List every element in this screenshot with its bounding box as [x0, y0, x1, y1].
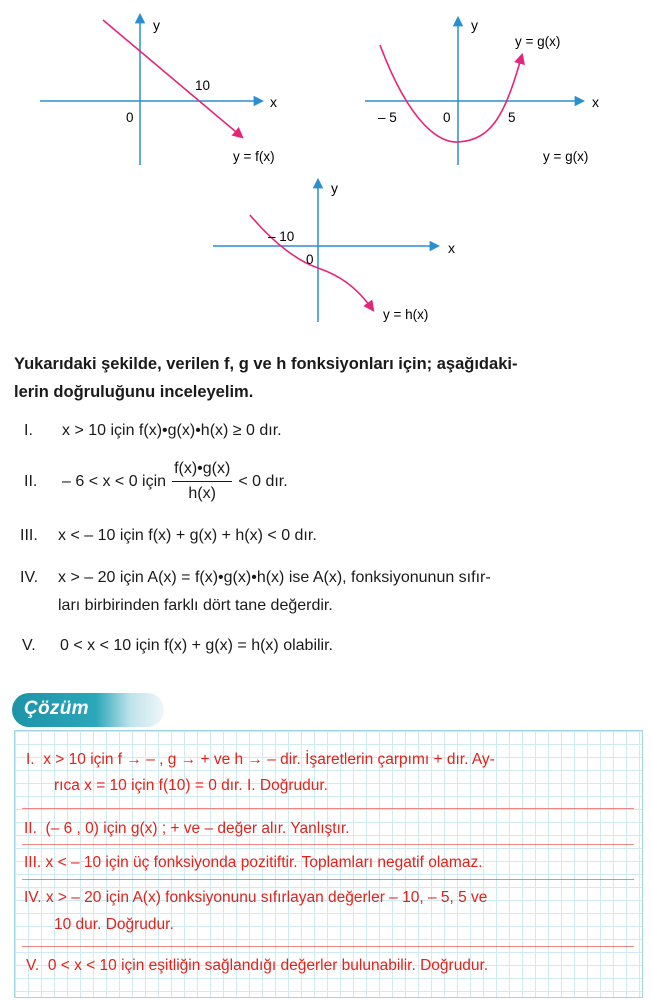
solution-text-cont: rıca x = 10 için f(10) = 0 dır. I. Doğrudur.	[54, 777, 328, 794]
fraction	[172, 458, 232, 505]
f-y-label: y	[153, 17, 160, 33]
statement-3	[20, 525, 317, 547]
g-origin-label: 0	[443, 110, 451, 125]
statement-text: x > 10 için f(x)•g(x)•h(x) ≥ 0 dır.	[62, 422, 282, 439]
statement-number: I.	[24, 422, 33, 439]
solution-text-cont: 10 dur. Doğrudur.	[54, 916, 174, 933]
h-x-label: x	[448, 240, 455, 256]
h-origin-label: 0	[306, 252, 314, 267]
solution-text: 0 < x < 10 için eşitliğin sağlandığı değerler bulunabilir. Doğrudur.	[47, 957, 489, 974]
intro-line-2: lerin doğruluğunu inceleyelim.	[14, 383, 254, 401]
statement-text: x > – 20 için A(x) = f(x)•g(x)•h(x) ise A(x), fonksiyonunun sıfır-	[58, 569, 491, 586]
solution-item-2	[24, 818, 634, 840]
g-tick-right-label: 5	[508, 110, 516, 125]
statement-1	[24, 420, 282, 442]
statement-5	[22, 635, 333, 657]
solution-separator	[22, 844, 634, 845]
solution-number: V.	[26, 957, 40, 974]
solution-item-1	[26, 749, 636, 797]
statement-4	[20, 567, 491, 617]
g-curve-label-top: y = g(x)	[515, 34, 561, 49]
statement-text-post: < 0 dır.	[238, 472, 288, 490]
solution-item-3	[24, 852, 639, 874]
g-tick-left-label: – 5	[378, 110, 397, 125]
f-curve	[103, 20, 242, 137]
solution-text: x > – 20 için A(x) fonksiyonunu sıfırlayan değerler – 10, – 5, 5 ve	[45, 889, 488, 906]
solution-separator	[22, 808, 634, 809]
solution-number: IV.	[24, 889, 42, 906]
solution-number: I.	[26, 751, 35, 768]
statement-number: III.	[20, 527, 38, 544]
h-curve-label: y = h(x)	[383, 307, 429, 322]
g-curve	[380, 45, 522, 142]
g-y-label: y	[471, 17, 478, 33]
solution-text: x < – 10 için üç fonksiyonda pozitiftir. Toplamları negatif olamaz.	[45, 854, 483, 871]
solution-separator	[22, 879, 634, 880]
solution-item-4	[24, 887, 636, 936]
graphs-figure	[0, 0, 652, 335]
statement-text: x < – 10 için f(x) + g(x) + h(x) < 0 dır.	[58, 527, 317, 544]
h-y-label: y	[331, 180, 338, 196]
f-tick-label: 10	[195, 78, 211, 93]
statement-text: 0 < x < 10 için f(x) + g(x) = h(x) olabilir.	[60, 637, 333, 654]
g-curve-label-bottom: y = g(x)	[543, 149, 589, 164]
fraction-numerator: f(x)•g(x)	[172, 458, 232, 482]
statement-text-cont: ları birbirinden farklı dört tane değerdir.	[58, 597, 333, 614]
solution-separator	[22, 946, 634, 947]
solution-text: x > 10 için f → – , g → + ve h → – dir. İşaretlerin çarpımı + dır. Ay-	[43, 751, 495, 768]
graph-g	[365, 17, 599, 165]
graph-h	[213, 180, 455, 322]
fraction-denominator: h(x)	[188, 485, 216, 502]
solution-text: (– 6 , 0) için g(x) ; + ve – değer alır. Yanlıştır.	[45, 820, 350, 837]
g-x-label: x	[592, 94, 599, 110]
question-intro	[14, 350, 644, 406]
f-origin-label: 0	[126, 110, 134, 125]
f-curve-label: y = f(x)	[233, 149, 275, 164]
statement-number: II.	[24, 472, 38, 490]
solution-tab-label: Çözüm	[24, 698, 89, 719]
solution-number: III.	[24, 854, 42, 871]
statement-text-pre: – 6 < x < 0 için	[62, 472, 167, 490]
statement-number: V.	[22, 637, 36, 654]
h-tick-label: – 10	[268, 229, 295, 244]
statement-2	[24, 458, 288, 505]
statement-number: IV.	[20, 569, 39, 586]
intro-line-1: Yukarıdaki şekilde, verilen f, g ve h fonksiyonları için; aşağıdaki-	[14, 355, 518, 373]
graph-f	[40, 15, 277, 165]
solution-number: II.	[24, 820, 37, 837]
solution-item-5	[26, 955, 638, 977]
f-x-label: x	[270, 94, 277, 110]
